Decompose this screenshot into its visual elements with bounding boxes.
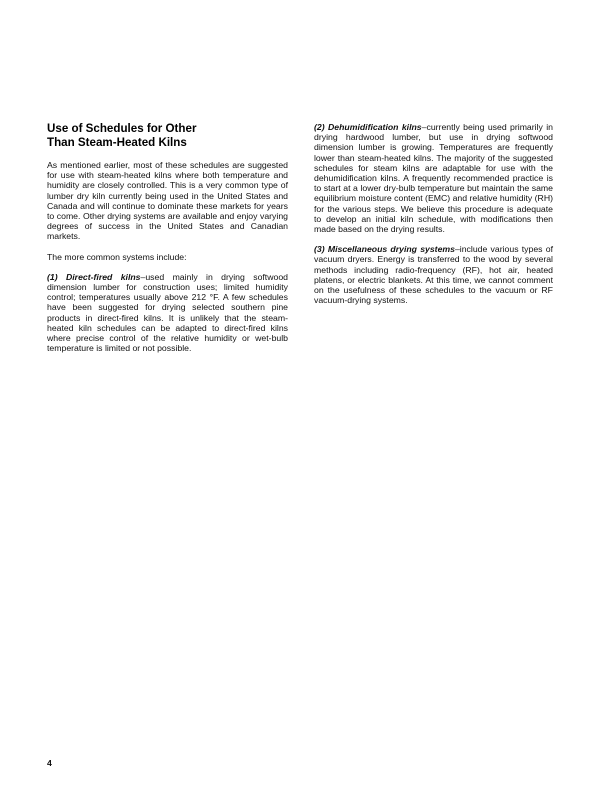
direct-fired-kilns-paragraph (47, 272, 288, 354)
miscellaneous-drying-systems-paragraph (314, 244, 553, 305)
heading-line-2: Than Steam-Heated Kilns (47, 135, 187, 149)
direct-fired-kilns-text: –used mainly in drying softwood dimension lumber for construction uses; limited humidity control; temperatures usually above 212 °F. A few schedules have been suggested for drying selected southern pine products in direct-fired kilns. It is unlikely that the steam-heated kiln schedules can be adapted to direct-fired kilns where precise control of the relative humidity or wet-bulb temperature is limited or not possible. (47, 271, 288, 354)
direct-fired-kilns-term: (1) Direct-fired kilns (47, 271, 141, 282)
page-number: 4 (47, 758, 52, 768)
section-heading (47, 122, 288, 149)
dehumidification-kilns-text: –currently being used primarily in drying hardwood lumber, but use in drying softwood dimension lumber is growing. Temperatures are frequently lower than steam-heated kilns. The majority of the suggested schedules for steam kilns are adaptable for use with the dehumidification kilns. A frequently recommended practice is to start at a lower dry-bulb temperature but maintain the same equilibrium moisture content (EMC) and relative humidity (RH) for the various steps. We believe this procedure is adequate to develop an initial kiln schedule, with modifications then made based on the drying results. (314, 122, 553, 235)
right-column (314, 122, 553, 315)
miscellaneous-drying-systems-text: –include various types of vacuum dryers. Energy is transferred to the wood by several methods including radio-frequency (RF), hot air, heated platens, or electric blankets. At this time, we cannot comment on the usefulness of these schedules to the vacuum or RF vacuum-drying systems. (314, 244, 553, 306)
intro-paragraph: As mentioned earlier, most of these schedules are suggested for use with steam-heated kilns where both temperature and humidity are closely controlled. This is a very common type of lumber dry kiln currently being used in the United States and Canada and will continue to dominate these markets for years to come. Other drying systems are available and enjoy varying degrees of success in the United States and Canadian markets. (47, 160, 288, 242)
heading-line-1: Use of Schedules for Other (47, 122, 197, 135)
left-column (47, 122, 288, 363)
miscellaneous-drying-systems-term: (3) Miscellaneous drying systems (314, 244, 455, 255)
dehumidification-kilns-term: (2) Dehumidification kilns (314, 122, 422, 132)
dehumidification-kilns-paragraph (314, 122, 553, 234)
systems-intro-paragraph: The more common systems include: (47, 251, 187, 262)
